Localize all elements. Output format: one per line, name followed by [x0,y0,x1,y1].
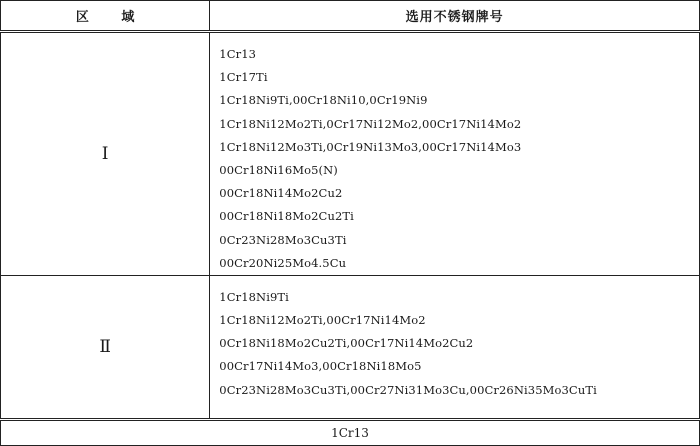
zone-label-2: Ⅱ [1,275,210,419]
table-row-zone-1 [1,32,700,276]
grades-cell-zone-2 [210,275,700,419]
table-row-zone-2 [1,275,700,419]
zone-column-header: 区 域 [1,1,210,32]
tail-row-cell: 1Cr13 [1,419,700,445]
grade-line: 1Cr18Ni12Mo2Ti,0Cr17Ni12Mo2,00Cr17Ni14Mo2 [219,116,522,131]
grade-line: 1Cr18Ni9Ti,00Cr18Ni10,0Cr19Ni9 [219,93,428,108]
grade-line: 1Cr18Ni12Mo3Ti,0Cr19Ni13Mo3,00Cr17Ni14Mo3 [219,139,522,154]
table-row-tail [1,419,700,445]
grade-line: 0Cr23Ni28Mo3Cu3Ti,00Cr27Ni31Mo3Cu,00Cr26Ni35Mo3CuTi [219,382,597,397]
zone-label-1: Ⅰ [1,32,210,276]
grade-line: 00Cr18Ni16Mo5(N) [219,162,338,177]
grades-column-header: 选用不锈钢牌号 [210,1,700,32]
table-header-row [1,1,700,32]
grade-line: 00Cr17Ni14Mo3,00Cr18Ni18Mo5 [219,359,422,374]
grade-line: 0Cr23Ni28Mo3Cu3Ti [219,232,347,247]
grade-line: 1Cr17Ti [219,70,268,85]
grades-cell-zone-1 [210,32,700,276]
grade-line: 00Cr18Ni18Mo2Cu2Ti [219,209,354,224]
grade-line: 1Cr18Ni9Ti [219,289,289,304]
grade-line: 00Cr20Ni25Mo4.5Cu [219,255,347,270]
grade-line: 1Cr13 [219,47,257,61]
grade-line: 1Cr18Ni12Mo2Ti,00Cr17Ni14Mo2 [219,313,426,328]
grade-line: 0Cr18Ni18Mo2Cu2Ti,00Cr17Ni14Mo2Cu2 [219,336,474,351]
grade-line: 00Cr18Ni14Mo2Cu2 [219,186,343,201]
